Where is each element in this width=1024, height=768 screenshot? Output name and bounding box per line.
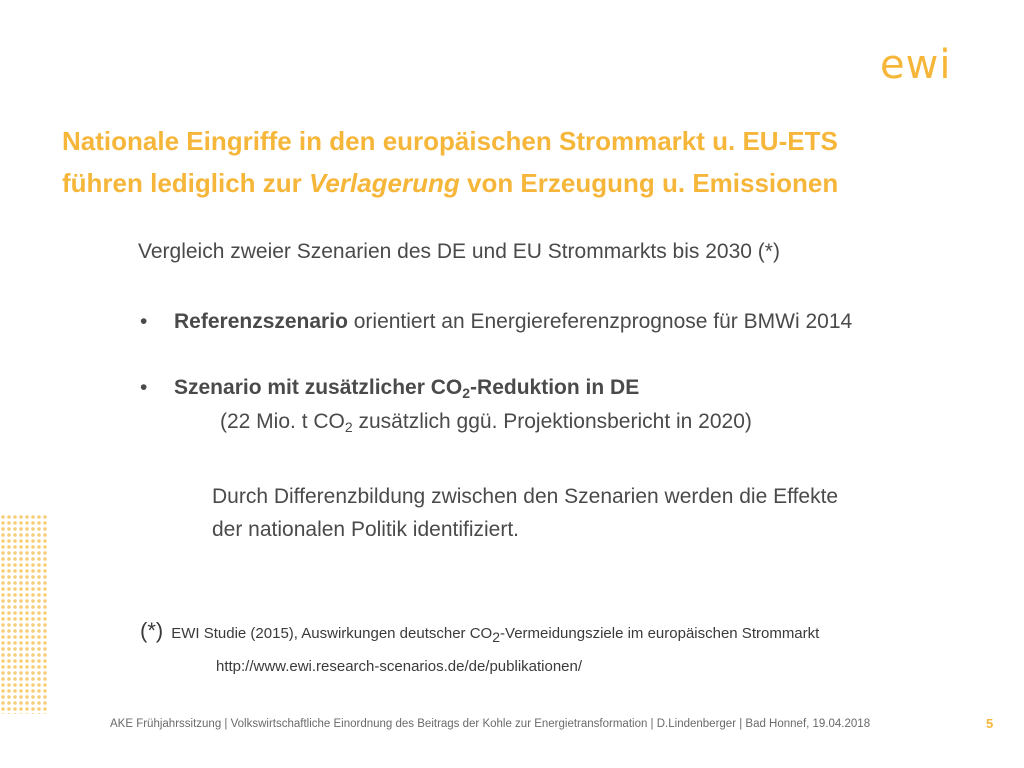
bullet-co2-detail [220, 410, 752, 434]
title-line-2-post: von Erzeugung u. Emissionen [459, 168, 839, 198]
footnote-sub: 2 [492, 629, 501, 645]
bullet-text: orientiert an Energiereferenzprognose für BMWi 2014 [347, 310, 853, 333]
title-emphasis: Verlagerung [309, 168, 460, 198]
detail-post: zusätzlich ggü. Projektionsbericht in 2020) [352, 410, 752, 433]
footnote-mark: (*) [140, 618, 164, 643]
bullet-bold-post: -Reduktion in DE [470, 376, 640, 399]
title-line-1: Nationale Eingriffe in den europäischen Strommarkt u. EU-ETS [62, 126, 838, 156]
bullet-co2-scenario [140, 376, 639, 400]
publication-link[interactable]: http://www.ewi.research-scenarios.de/de/publikationen/ [216, 658, 583, 675]
footnote-pre: EWI Studie (2015), Auswirkungen deutscher CO [171, 625, 493, 642]
bullet-bold: Referenzszenario [174, 310, 348, 333]
bullet-bold-pre: Szenario mit zusätzlicher CO [174, 376, 463, 399]
slide-title [62, 120, 1012, 204]
title-line-2 [62, 162, 1012, 204]
paragraph-line-1: Durch Differenzbildung zwischen den Szenarien werden die Effekte [212, 485, 839, 508]
footnote [140, 618, 819, 644]
conclusion-paragraph [212, 480, 1012, 546]
footnote-post: -Vermeidungsziele im europäischen Strommarkt [500, 625, 820, 642]
bullet-reference-scenario [140, 310, 852, 334]
detail-sub: 2 [344, 419, 353, 435]
title-line-2-pre: führen lediglich zur [62, 168, 310, 198]
detail-pre: (22 Mio. t CO [220, 410, 345, 433]
ewi-logo: ewi [880, 42, 952, 88]
bullet-symbol: • [140, 376, 148, 399]
paragraph-line-2: der nationalen Politik identifiziert. [212, 518, 520, 541]
bullet-bold-sub: 2 [462, 385, 471, 401]
page-number: 5 [986, 716, 994, 731]
bullet-bold [174, 376, 639, 399]
footer-text: AKE Frühjahrssitzung | Volkswirtschaftliche Einordnung des Beitrags der Kohle zur Energietransformation | D.Lindenberger | Bad Honnef, 19.04.2018 [110, 718, 871, 730]
decorative-dot-pattern [0, 514, 48, 714]
subtitle: Vergleich zweier Szenarien des DE und EU Strommarkts bis 2030 (*) [138, 240, 780, 263]
bullet-symbol: • [140, 310, 148, 333]
